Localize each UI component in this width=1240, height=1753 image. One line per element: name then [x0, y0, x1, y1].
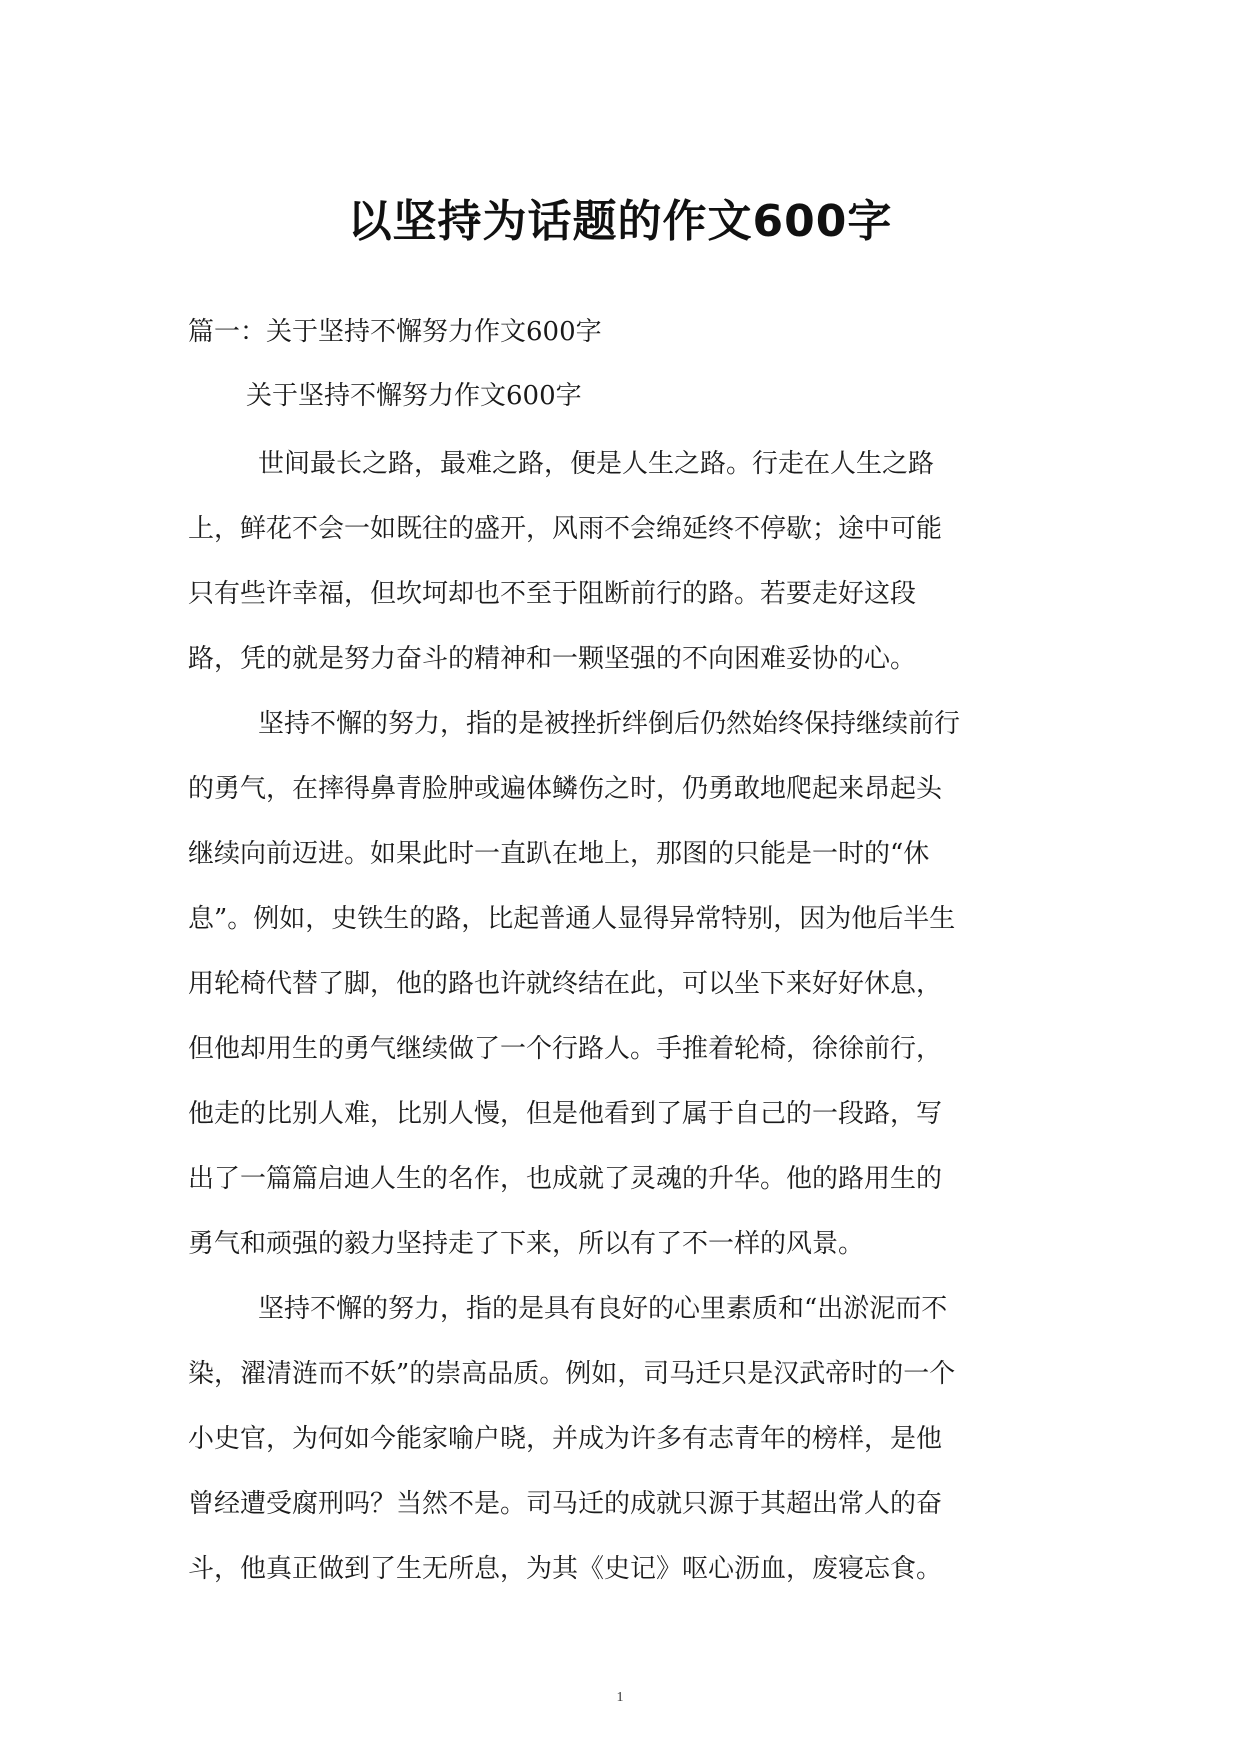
section-heading: 篇一：关于坚持不懈努力作文600字 — [188, 317, 602, 347]
paragraph-line: 坚持不懈的努力，指的是具有良好的心里素质和“出淤泥而不 — [258, 1294, 948, 1324]
paragraph-3 — [188, 1277, 1056, 1602]
paragraph-line: 用轮椅代替了脚，他的路也许就终结在此，可以坐下来好好休息， — [188, 969, 943, 999]
paragraph-line: 上，鲜花不会一如既往的盛开，风雨不会绵延终不停歇；途中可能 — [188, 514, 943, 544]
paragraph-line: 但他却用生的勇气继续做了一个行路人。手推着轮椅，徐徐前行， — [188, 1034, 943, 1064]
paragraph-line: 曾经遭受腐刑吗？当然不是。司马迁的成就只源于其超出常人的奋 — [188, 1489, 943, 1519]
paragraph-line: 染，濯清涟而不妖”的崇高品质。例如，司马迁只是汉武帝时的一个 — [188, 1359, 956, 1389]
paragraph-1 — [188, 432, 1056, 692]
paragraph-line: 出了一篇篇启迪人生的名作，也成就了灵魂的升华。他的路用生的 — [188, 1164, 943, 1194]
paragraph-line: 息”。例如，史铁生的路，比起普通人显得异常特别，因为他后半生 — [188, 904, 956, 934]
paragraph-line: 他走的比别人难，比别人慢，但是他看到了属于自己的一段路，写 — [188, 1099, 943, 1129]
page-number: 1 — [616, 1690, 624, 1705]
paragraph-line: 继续向前迈进。如果此时一直趴在地上，那图的只能是一时的“休 — [188, 839, 930, 869]
paragraph-line: 的勇气，在摔得鼻青脸肿或遍体鳞伤之时，仍勇敢地爬起来昂起头 — [188, 774, 943, 804]
paragraph-2 — [188, 692, 1056, 1277]
essay-subheading: 关于坚持不懈努力作文600字 — [246, 381, 582, 411]
document-title: 以坚持为话题的作文600字 — [347, 196, 893, 247]
paragraph-line: 勇气和顽强的毅力坚持走了下来，所以有了不一样的风景。 — [188, 1229, 865, 1259]
paragraph-line: 斗，他真正做到了生无所息，为其《史记》呕心沥血，废寝忘食。 — [188, 1554, 943, 1584]
paragraph-line: 小史官，为何如今能家喻户晓，并成为许多有志青年的榜样，是他 — [188, 1424, 943, 1454]
paragraph-line: 只有些许幸福，但坎坷却也不至于阻断前行的路。若要走好这段 — [188, 579, 917, 609]
paragraph-line: 世间最长之路，最难之路，便是人生之路。行走在人生之路 — [258, 449, 935, 479]
paragraph-line: 路，凭的就是努力奋斗的精神和一颗坚强的不向困难妥协的心。 — [188, 644, 917, 674]
paragraph-line: 坚持不懈的努力，指的是被挫折绊倒后仍然始终保持继续前行 — [258, 709, 961, 739]
